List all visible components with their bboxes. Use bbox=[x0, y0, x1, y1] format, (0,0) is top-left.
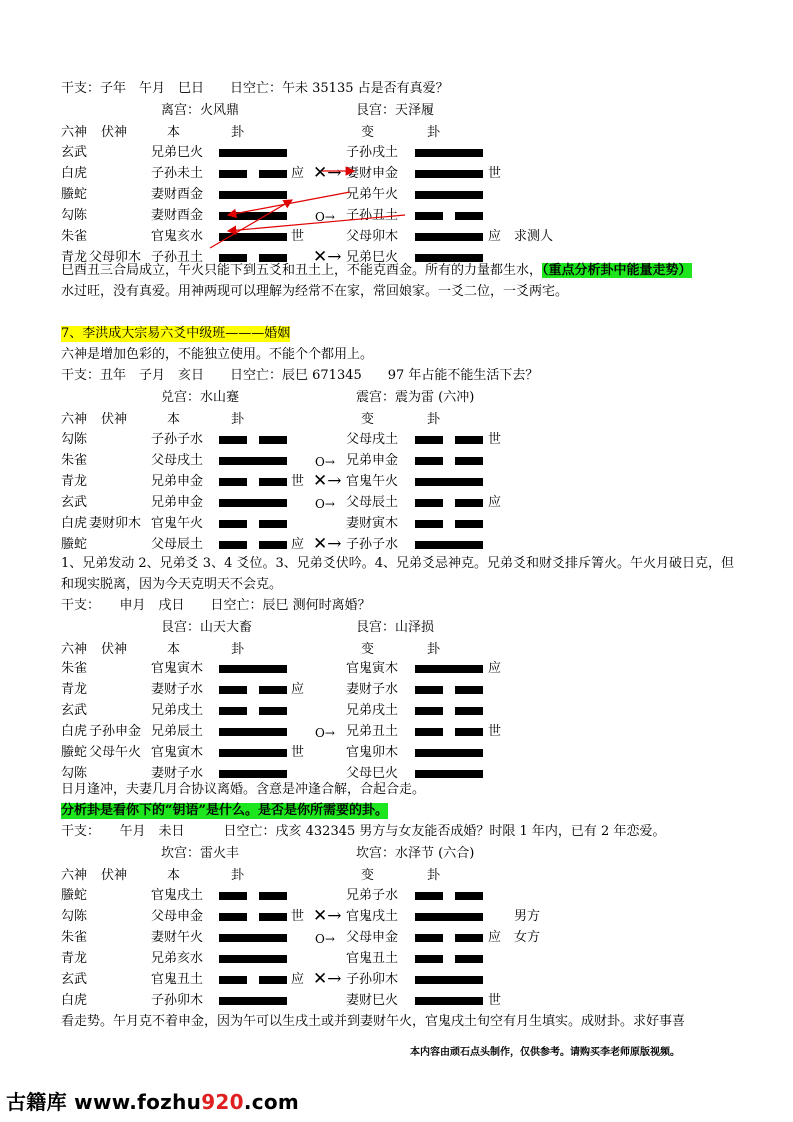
shi-ying-marker-changed: 世 bbox=[488, 166, 502, 181]
hexagram-name-changed: 震宫：震为雷 (六冲) bbox=[356, 390, 475, 405]
original-line-label: 官鬼寅木 bbox=[151, 661, 204, 676]
shi-ying-marker: 世 bbox=[291, 229, 305, 244]
six-spirit: 白虎 bbox=[61, 166, 88, 181]
table-header: 伏神 bbox=[101, 125, 128, 140]
hexagram-name-changed: 坎宫：水泽节 (六合) bbox=[356, 846, 475, 861]
shi-ying-marker: 应 bbox=[291, 537, 305, 552]
table-header: 卦 bbox=[231, 642, 245, 657]
shi-ying-marker-changed: 男方 bbox=[488, 909, 541, 924]
shi-ying-marker-changed: 应 bbox=[488, 661, 502, 676]
original-line-label: 子孙丑土 bbox=[151, 250, 204, 265]
hidden-spirit: 妻财卯木 bbox=[89, 516, 142, 531]
six-spirit: 玄武 bbox=[61, 495, 88, 510]
shi-ying-marker: 应 bbox=[291, 972, 305, 987]
table-header: 伏神 bbox=[101, 642, 128, 657]
original-line-label: 妻财午火 bbox=[151, 930, 204, 945]
energy-flow-arrow bbox=[228, 192, 350, 215]
analysis-text: 日月逢冲，夫妻几月合协议离婚。含意是冲逢合解，合起合走。 bbox=[61, 782, 426, 797]
original-line-label: 兄弟戌土 bbox=[151, 703, 204, 718]
ganzhi-line: 干支： 申月 戌日 日空亡：辰巳 测何时离婚？ bbox=[61, 598, 371, 613]
original-line-label: 妻财酉金 bbox=[151, 187, 204, 202]
original-line-label: 兄弟亥水 bbox=[151, 951, 204, 966]
table-header: 伏神 bbox=[101, 868, 128, 883]
hexagram-name-original: 离宫：火风鼎 bbox=[161, 103, 240, 118]
table-header: 卦 bbox=[231, 412, 245, 427]
original-line-label: 兄弟申金 bbox=[151, 495, 204, 510]
intro-line: 六神是增加色彩的，不能独立使用。不能个个都用上。 bbox=[61, 347, 374, 362]
original-line-label: 子孙子水 bbox=[151, 432, 204, 447]
six-spirit: 螣蛇 bbox=[61, 187, 88, 202]
ganzhi-line: 干支：子年 午月 巳日 日空亡：午未 35135 占是否有真爱？ bbox=[61, 81, 449, 96]
energy-flow-arrow bbox=[210, 200, 292, 248]
table-header: 本 bbox=[167, 125, 181, 140]
changed-line-label: 父母巳火 bbox=[346, 766, 399, 781]
table-header: 六神 bbox=[61, 868, 88, 883]
table-header: 本 bbox=[167, 412, 181, 427]
moving-yang-marker: O→ bbox=[315, 210, 335, 224]
footer-url-number: 920 bbox=[201, 1090, 244, 1114]
shi-ying-marker-changed: 世 bbox=[488, 432, 502, 447]
original-line-label: 官鬼亥水 bbox=[151, 229, 204, 244]
changed-line-label: 父母辰土 bbox=[346, 495, 399, 510]
table-header: 六神 bbox=[61, 125, 88, 140]
table-header: 卦 bbox=[231, 868, 245, 883]
hidden-spirit: 子孙申金 bbox=[89, 724, 142, 739]
changed-line-label: 兄弟申金 bbox=[346, 453, 399, 468]
changed-line-label: 妻财子水 bbox=[346, 682, 399, 697]
hexagram-name-original: 兑宫：水山蹇 bbox=[161, 390, 240, 405]
hexagram-name-original: 坎宫：雷火丰 bbox=[161, 846, 240, 861]
analysis-text-tail: 水过旺，没有真爱。用神两现可以理解为经常不在家，常回娘家。一爻二位，一爻两宅。 bbox=[61, 284, 569, 299]
six-spirit: 青龙 bbox=[61, 250, 88, 265]
original-line-label: 官鬼午火 bbox=[151, 516, 204, 531]
six-spirit: 青龙 bbox=[61, 474, 88, 489]
table-header: 六神 bbox=[61, 412, 88, 427]
table-header: 本 bbox=[167, 642, 181, 657]
six-spirit: 青龙 bbox=[61, 951, 88, 966]
moving-yang-marker: O→ bbox=[315, 455, 335, 469]
hexagram-name-changed: 艮宫：天泽履 bbox=[356, 103, 435, 118]
shi-ying-marker-changed: 应 求测人 bbox=[488, 229, 554, 244]
original-line-label: 兄弟辰土 bbox=[151, 724, 204, 739]
original-line-label: 妻财子水 bbox=[151, 682, 204, 697]
ganzhi-line: 干支： 午月 未日 日空亡：戌亥 432345 男方与女友能否成婚？时限 1 年内，已有 2 年恋爱。 bbox=[61, 824, 666, 839]
table-header: 卦 bbox=[427, 868, 441, 883]
changed-line-label: 妻财寅木 bbox=[346, 516, 399, 531]
moving-yin-marker: ✕→ bbox=[313, 534, 342, 554]
original-line-label: 官鬼戌土 bbox=[151, 888, 204, 903]
changed-line-label: 官鬼丑土 bbox=[346, 951, 399, 966]
changed-line-label: 妻财申金 bbox=[346, 166, 399, 181]
site-footer[interactable] bbox=[6, 1086, 299, 1115]
original-line-label: 子孙卯木 bbox=[151, 993, 204, 1008]
footer-url-part: www.fozhu bbox=[74, 1090, 202, 1114]
moving-yin-marker: ✕→ bbox=[313, 247, 342, 267]
changed-line-label: 兄弟巳火 bbox=[346, 250, 399, 265]
moving-yin-marker: ✕→ bbox=[313, 163, 342, 183]
shi-ying-marker: 世 bbox=[291, 745, 305, 760]
six-spirit: 螣蛇 bbox=[61, 745, 88, 760]
shi-ying-marker-changed: 世 bbox=[488, 724, 502, 739]
six-spirit: 勾陈 bbox=[61, 208, 88, 223]
hidden-spirit: 父母卯木 bbox=[89, 250, 142, 265]
changed-line-label: 官鬼戌土 bbox=[346, 909, 399, 924]
hexagram-name-changed: 艮宫：山泽损 bbox=[356, 620, 435, 635]
original-line-label: 官鬼寅木 bbox=[151, 745, 204, 760]
changed-line-label: 父母卯木 bbox=[346, 229, 399, 244]
six-spirit: 勾陈 bbox=[61, 432, 88, 447]
six-spirit: 玄武 bbox=[61, 972, 88, 987]
changed-line-label: 妻财巳火 bbox=[346, 993, 399, 1008]
changed-line-label: 兄弟丑土 bbox=[346, 724, 399, 739]
section-title: 7、李洪成大宗易六爻中级班———婚姻 bbox=[61, 326, 291, 341]
table-header: 卦 bbox=[231, 125, 245, 140]
six-spirit: 白虎 bbox=[61, 993, 88, 1008]
shi-ying-marker: 世 bbox=[291, 909, 305, 924]
shi-ying-marker-changed: 世 bbox=[488, 993, 502, 1008]
original-line-label: 子孙未土 bbox=[151, 166, 204, 181]
original-line-label: 妻财子水 bbox=[151, 766, 204, 781]
six-spirit: 白虎 bbox=[61, 724, 88, 739]
table-header: 变 bbox=[361, 642, 375, 657]
moving-yang-marker: O→ bbox=[315, 932, 335, 946]
original-line-label: 妻财酉金 bbox=[151, 208, 204, 223]
shi-ying-marker: 应 bbox=[291, 166, 305, 181]
table-header: 变 bbox=[361, 868, 375, 883]
energy-flow-arrow bbox=[228, 215, 405, 231]
moving-yin-marker: ✕→ bbox=[313, 969, 342, 989]
six-spirit: 螣蛇 bbox=[61, 537, 88, 552]
shi-ying-marker-changed: 应 bbox=[488, 495, 502, 510]
original-line-label: 兄弟巳火 bbox=[151, 145, 204, 160]
changed-line-label: 兄弟戌土 bbox=[346, 703, 399, 718]
analysis-paragraph: 1、兄弟发动 2、兄弟爻 3、4 爻位。3、兄弟爻伏吟。4、兄弟爻忌神克。兄弟爻和财爻排斥箐火。午火月破日克，但和现实脱离，因为今天克明天不会克。 bbox=[61, 556, 735, 592]
original-line-label: 父母辰土 bbox=[151, 537, 204, 552]
table-header: 变 bbox=[361, 412, 375, 427]
changed-line-label: 兄弟子水 bbox=[346, 888, 399, 903]
changed-line-label: 父母申金 bbox=[346, 930, 399, 945]
changed-line-label: 子孙子水 bbox=[346, 537, 399, 552]
footer-url-tld: .com bbox=[243, 1090, 300, 1114]
shi-ying-marker-changed: 应 女方 bbox=[488, 930, 541, 945]
changed-line-label: 子孙卯木 bbox=[346, 972, 399, 987]
disclaimer-note: 本内容由顽石点头制作，仅供参考。请购买李老师原版视频。 bbox=[410, 1047, 680, 1058]
ganzhi-line: 干支：丑年 子月 亥日 日空亡：辰巳 671345 97 年占能不能生活下去？ bbox=[61, 368, 539, 383]
changed-line-label: 官鬼午火 bbox=[346, 474, 399, 489]
moving-yin-marker: ✕→ bbox=[313, 471, 342, 491]
moving-yang-marker: O→ bbox=[315, 726, 335, 740]
changed-line-label: 兄弟午火 bbox=[346, 187, 399, 202]
table-header: 变 bbox=[361, 125, 375, 140]
table-header: 六神 bbox=[61, 642, 88, 657]
hexagram-name-original: 艮宫：山天大畜 bbox=[161, 620, 253, 635]
changed-line-label: 子孙戌土 bbox=[346, 145, 399, 160]
analysis-text: 巳酉丑三合局成立，午火只能下到五爻和丑土上，不能克酉金。所有的力量都生水， bbox=[61, 263, 543, 278]
analysis-text: 看走势。午月克不着申金，因为午可以生戌土或并到妻财午火，官鬼戌土旬空有月生填实。成财卦。求好事喜 bbox=[61, 1014, 686, 1029]
original-line-label: 父母戌土 bbox=[151, 453, 204, 468]
hidden-spirit: 父母午火 bbox=[89, 745, 142, 760]
table-header: 伏神 bbox=[101, 412, 128, 427]
table-header: 卦 bbox=[427, 412, 441, 427]
original-line-label: 兄弟申金 bbox=[151, 474, 204, 489]
table-header: 卦 bbox=[427, 642, 441, 657]
footer-brand: 古籍库 bbox=[6, 1090, 75, 1114]
six-spirit: 勾陈 bbox=[61, 909, 88, 924]
original-line-label: 父母申金 bbox=[151, 909, 204, 924]
changed-line-label: 官鬼卯木 bbox=[346, 745, 399, 760]
shi-ying-marker: 世 bbox=[291, 474, 305, 489]
six-spirit: 朱雀 bbox=[61, 930, 88, 945]
table-header: 卦 bbox=[427, 125, 441, 140]
key-point-highlight: 分析卦是看你下的“钥语”是什么。是否是你所需要的卦。 bbox=[61, 803, 388, 818]
six-spirit: 朱雀 bbox=[61, 661, 88, 676]
key-point-highlight: （重点分析卦中能量走势） bbox=[542, 263, 692, 278]
six-spirit: 螣蛇 bbox=[61, 888, 88, 903]
changed-line-label: 子孙丑土 bbox=[346, 208, 399, 223]
six-spirit: 朱雀 bbox=[61, 229, 88, 244]
changed-line-label: 父母戌土 bbox=[346, 432, 399, 447]
six-spirit: 玄武 bbox=[61, 703, 88, 718]
six-spirit: 朱雀 bbox=[61, 453, 88, 468]
moving-yin-marker: ✕→ bbox=[313, 906, 342, 926]
six-spirit: 白虎 bbox=[61, 516, 88, 531]
six-spirit: 勾陈 bbox=[61, 766, 88, 781]
changed-line-label: 官鬼寅木 bbox=[346, 661, 399, 676]
six-spirit: 玄武 bbox=[61, 145, 88, 160]
six-spirit: 青龙 bbox=[61, 682, 88, 697]
shi-ying-marker: 应 bbox=[291, 682, 305, 697]
moving-yang-marker: O→ bbox=[315, 497, 335, 511]
table-header: 本 bbox=[167, 868, 181, 883]
original-line-label: 官鬼丑土 bbox=[151, 972, 204, 987]
